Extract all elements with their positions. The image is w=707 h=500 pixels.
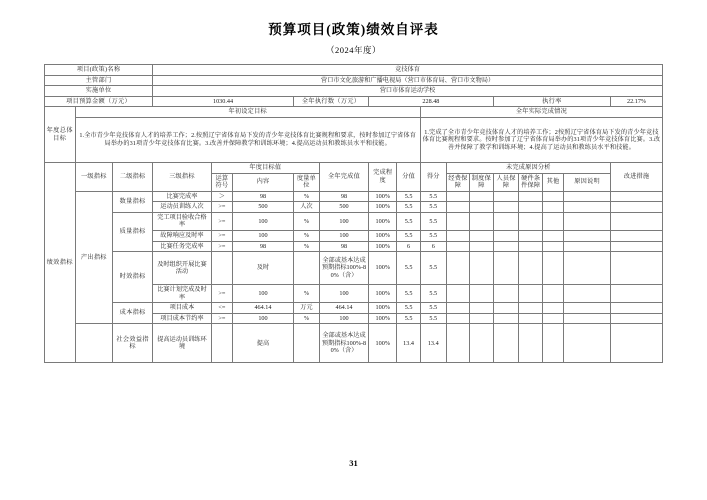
cell-operator: >= — [211, 313, 232, 324]
table-row-goal-headers — [45, 107, 663, 118]
cell-score: 5.5 — [420, 252, 446, 285]
level2-shixiao: 时效指标 — [113, 252, 153, 303]
cell-annual-value: 100 — [319, 230, 368, 241]
execution-value: 228.48 — [369, 96, 493, 107]
supervising-dept-label: 主管部门 — [45, 75, 153, 86]
table-row-indicator-header-1 — [45, 163, 663, 174]
cell-content: 100 — [232, 285, 293, 303]
cell-reason-funding — [446, 285, 469, 303]
cell-improvement — [611, 191, 663, 202]
table-row — [45, 324, 663, 363]
cell-reason-other — [542, 212, 563, 230]
cell-reason-staff — [493, 313, 519, 324]
cell-reason-hardware — [519, 202, 542, 213]
cell-improvement — [611, 313, 663, 324]
annual-goal-row-label: 年度总体目标 — [45, 107, 76, 163]
cell-content: 及时 — [232, 252, 293, 285]
cell-annual-value: 98 — [319, 241, 368, 252]
cell-reason-hardware — [519, 191, 542, 202]
column-header-reason-group: 未完成原因分析 — [446, 163, 610, 174]
cell-reason-staff — [493, 303, 519, 314]
cell-content: 464.14 — [232, 303, 293, 314]
column-header-level3: 三级指标 — [153, 163, 212, 192]
cell-content: 100 — [232, 313, 293, 324]
cell-reason-system — [470, 241, 493, 252]
level3-label: 比赛任务完成率 — [153, 241, 212, 252]
cell-completion: 100% — [369, 202, 397, 213]
level3-label: 完工项目验收合格率 — [153, 212, 212, 230]
cell-reason-hardware — [519, 252, 542, 285]
cell-score-value: 5.5 — [397, 313, 420, 324]
level2-zhiliang: 质量指标 — [113, 212, 153, 251]
initial-goal-header: 年初设定目标 — [75, 107, 420, 118]
cell-completion: 100% — [369, 252, 397, 285]
cell-score: 5.5 — [420, 303, 446, 314]
cell-completion: 100% — [369, 313, 397, 324]
level2-chengben: 成本指标 — [113, 303, 153, 324]
cell-reason-hardware — [519, 313, 542, 324]
cell-completion: 100% — [369, 212, 397, 230]
table-row — [45, 212, 663, 230]
cell-reason-system — [470, 191, 493, 202]
cell-completion: 100% — [369, 230, 397, 241]
cell-reason-other — [542, 324, 563, 363]
cell-reason-other — [542, 303, 563, 314]
cell-content: 500 — [232, 202, 293, 213]
cell-content: 100 — [232, 230, 293, 241]
cell-unit: % — [294, 313, 320, 324]
level2-shuliang: 数量指标 — [113, 191, 153, 212]
column-header-reason-funding: 经费保障 — [446, 173, 469, 191]
column-header-improvement: 改进措施 — [611, 163, 663, 192]
cell-unit: 人次 — [294, 202, 320, 213]
cell-completion: 100% — [369, 191, 397, 202]
cell-annual-value: 100 — [319, 313, 368, 324]
cell-operator: >= — [211, 230, 232, 241]
cell-score-value: 5.5 — [397, 252, 420, 285]
cell-reason-hardware — [519, 212, 542, 230]
cell-operator — [211, 324, 232, 363]
column-header-score: 得分 — [420, 163, 446, 192]
cell-annual-value: 100 — [319, 285, 368, 303]
cell-reason-system — [470, 252, 493, 285]
cell-reason-funding — [446, 252, 469, 285]
column-header-reason-system: 制度保障 — [470, 173, 493, 191]
cell-score-value: 5.5 — [397, 212, 420, 230]
column-header-score-value: 分值 — [397, 163, 420, 192]
cell-reason-note — [564, 313, 611, 324]
project-name-label: 项目(政策)名称 — [45, 65, 153, 76]
cell-reason-other — [542, 285, 563, 303]
actual-completion-text: 1.完成了全市青少年竞技体育人才的培养工作；2按照辽宁省体育局下发的青少年竞技体育比赛规程和要求。按时参加了辽宁省体育局举办的31项青少年竞技体育比赛。3.改善并保障了教学和训练环境；4.提高了运动员和教练员水平和技能。 — [420, 118, 662, 163]
cell-score-value: 5.5 — [397, 202, 420, 213]
cell-reason-funding — [446, 202, 469, 213]
budget-value: 1030.44 — [153, 96, 294, 107]
cell-score: 5.5 — [420, 285, 446, 303]
rate-value: 22.17% — [611, 96, 663, 107]
cell-score: 5.5 — [420, 230, 446, 241]
cell-unit: % — [294, 241, 320, 252]
cell-reason-note — [564, 324, 611, 363]
performance-indicator-row-label: 绩效指标 — [45, 163, 76, 363]
initial-goal-text: 1.全市青少年竞技体育人才的培养工作；2.按照辽宁省体育局下发的青少年竞技体育比赛规程和要求，按时参加辽宁省体育局举办的31项青少年竞技体育比赛。3.改善并保障教学和训练环境；4.提高运动员和教练员水平和技能。 — [75, 118, 420, 163]
cell-reason-staff — [493, 191, 519, 202]
cell-unit: % — [294, 285, 320, 303]
cell-score-value: 5.5 — [397, 285, 420, 303]
cell-reason-other — [542, 191, 563, 202]
page-number: 31 — [349, 458, 358, 468]
cell-reason-staff — [493, 230, 519, 241]
implementing-unit-value: 营口市体育运动学校 — [153, 86, 663, 97]
cell-reason-other — [542, 230, 563, 241]
project-name-value: 竞技体育 — [153, 65, 663, 76]
cell-reason-staff — [493, 285, 519, 303]
cell-reason-hardware — [519, 285, 542, 303]
cell-completion: 100% — [369, 324, 397, 363]
level3-label: 比赛完成率 — [153, 191, 212, 202]
column-header-reason-hardware: 硬件条件保障 — [519, 173, 542, 191]
level3-label: 及时组织开展比赛活动 — [153, 252, 212, 285]
cell-operator: >= — [211, 241, 232, 252]
cell-score-value: 5.5 — [397, 191, 420, 202]
column-header-reason-other: 其他 — [542, 173, 563, 191]
cell-improvement — [611, 202, 663, 213]
implementing-unit-label: 实施单位 — [45, 86, 153, 97]
cell-content: 98 — [232, 191, 293, 202]
cell-score: 5.5 — [420, 191, 446, 202]
cell-improvement — [611, 241, 663, 252]
level2-shehuixiaoyi: 社会效益指标 — [113, 324, 153, 363]
table-row-budget — [45, 96, 663, 107]
cell-improvement — [611, 252, 663, 285]
table-row-implementing-unit — [45, 86, 663, 97]
cell-annual-value: 98 — [319, 191, 368, 202]
cell-reason-funding — [446, 191, 469, 202]
cell-completion: 100% — [369, 241, 397, 252]
column-header-level1: 一级指标 — [75, 163, 113, 192]
cell-reason-note — [564, 191, 611, 202]
cell-unit: % — [294, 212, 320, 230]
cell-reason-hardware — [519, 324, 542, 363]
cell-reason-funding — [446, 303, 469, 314]
page-subtitle: （2024年度） — [325, 45, 381, 56]
cell-reason-system — [470, 202, 493, 213]
supervising-dept-value: 营口市文化旅游和广播电视局（营口市体育局、营口市文物局） — [153, 75, 663, 86]
column-header-completion: 完成程度 — [369, 163, 397, 192]
cell-reason-funding — [446, 241, 469, 252]
cell-reason-funding — [446, 324, 469, 363]
cell-unit: % — [294, 191, 320, 202]
cell-unit: % — [294, 230, 320, 241]
column-header-annual-value: 全年完成值 — [319, 163, 368, 192]
cell-reason-funding — [446, 230, 469, 241]
cell-reason-system — [470, 324, 493, 363]
cell-score: 5.5 — [420, 202, 446, 213]
level3-label: 项目成本节约率 — [153, 313, 212, 324]
evaluation-table — [44, 64, 663, 363]
level3-label: 提高运动员训练环境 — [153, 324, 212, 363]
cell-operator: >= — [211, 202, 232, 213]
cell-reason-staff — [493, 202, 519, 213]
rate-label: 执行率 — [493, 96, 610, 107]
column-header-annual-target-group: 年度目标值 — [211, 163, 319, 174]
cell-reason-hardware — [519, 241, 542, 252]
cell-operator: >= — [211, 212, 232, 230]
level1-chanchu: 产出指标 — [75, 191, 113, 324]
cell-operator: ＞ — [211, 191, 232, 202]
cell-reason-system — [470, 230, 493, 241]
cell-reason-other — [542, 202, 563, 213]
cell-improvement — [611, 324, 663, 363]
cell-unit — [294, 324, 320, 363]
cell-reason-staff — [493, 324, 519, 363]
cell-operator — [211, 252, 232, 285]
column-header-unit: 度量单位 — [294, 173, 320, 191]
cell-reason-system — [470, 313, 493, 324]
cell-reason-staff — [493, 252, 519, 285]
cell-unit: 万元 — [294, 303, 320, 314]
cell-reason-other — [542, 313, 563, 324]
cell-completion: 100% — [369, 285, 397, 303]
cell-unit — [294, 252, 320, 285]
cell-annual-value: 全部或基本达成预期指标100%-80%（含） — [319, 324, 368, 363]
cell-content: 98 — [232, 241, 293, 252]
column-header-level2: 二级指标 — [113, 163, 153, 192]
table-row — [45, 252, 663, 285]
cell-reason-note — [564, 230, 611, 241]
column-header-content: 内容 — [232, 173, 293, 191]
execution-label: 全年执行数（万元） — [294, 96, 369, 107]
column-header-operator: 运算符号 — [211, 173, 232, 191]
cell-reason-hardware — [519, 230, 542, 241]
cell-score: 5.5 — [420, 313, 446, 324]
cell-reason-staff — [493, 212, 519, 230]
cell-score-value: 5.5 — [397, 230, 420, 241]
cell-annual-value: 100 — [319, 212, 368, 230]
cell-improvement — [611, 285, 663, 303]
cell-reason-system — [470, 303, 493, 314]
table-row-supervising-dept — [45, 75, 663, 86]
column-header-reason-staff: 人员保障 — [493, 173, 519, 191]
table-row — [45, 303, 663, 314]
level3-label: 比赛计划完成及时率 — [153, 285, 212, 303]
cell-reason-note — [564, 241, 611, 252]
cell-reason-system — [470, 212, 493, 230]
cell-reason-funding — [446, 313, 469, 324]
budget-label: 项目预算金额（万元） — [45, 96, 153, 107]
cell-reason-funding — [446, 212, 469, 230]
cell-content: 100 — [232, 212, 293, 230]
cell-score-value: 13.4 — [397, 324, 420, 363]
level3-label: 运动员训练人次 — [153, 202, 212, 213]
cell-reason-note — [564, 285, 611, 303]
cell-score-value: 6 — [397, 241, 420, 252]
actual-completion-header: 全年实际完成情况 — [420, 107, 662, 118]
cell-annual-value: 全部或基本达成预期指标100%-80%（含） — [319, 252, 368, 285]
cell-reason-note — [564, 212, 611, 230]
column-header-reason-note: 原因说明 — [564, 173, 611, 191]
level1-empty — [75, 324, 113, 363]
cell-operator: >= — [211, 285, 232, 303]
cell-improvement — [611, 230, 663, 241]
cell-annual-value: 464.14 — [319, 303, 368, 314]
cell-reason-note — [564, 252, 611, 285]
cell-reason-note — [564, 303, 611, 314]
cell-operator: <= — [211, 303, 232, 314]
cell-annual-value: 500 — [319, 202, 368, 213]
cell-improvement — [611, 303, 663, 314]
cell-score: 6 — [420, 241, 446, 252]
level3-label: 项目成本 — [153, 303, 212, 314]
table-row-goal-text — [45, 118, 663, 163]
cell-reason-hardware — [519, 303, 542, 314]
cell-improvement — [611, 212, 663, 230]
table-row-project-name — [45, 65, 663, 76]
page-title: 预算项目(政策)绩效自评表 — [268, 22, 439, 37]
cell-score-value: 5.5 — [397, 303, 420, 314]
cell-completion: 100% — [369, 303, 397, 314]
cell-reason-system — [470, 285, 493, 303]
table-row — [45, 191, 663, 202]
cell-content: 提高 — [232, 324, 293, 363]
cell-reason-other — [542, 241, 563, 252]
cell-reason-staff — [493, 241, 519, 252]
cell-score: 13.4 — [420, 324, 446, 363]
cell-reason-note — [564, 202, 611, 213]
cell-reason-other — [542, 252, 563, 285]
cell-score: 5.5 — [420, 212, 446, 230]
level3-label: 故障响应及时率 — [153, 230, 212, 241]
